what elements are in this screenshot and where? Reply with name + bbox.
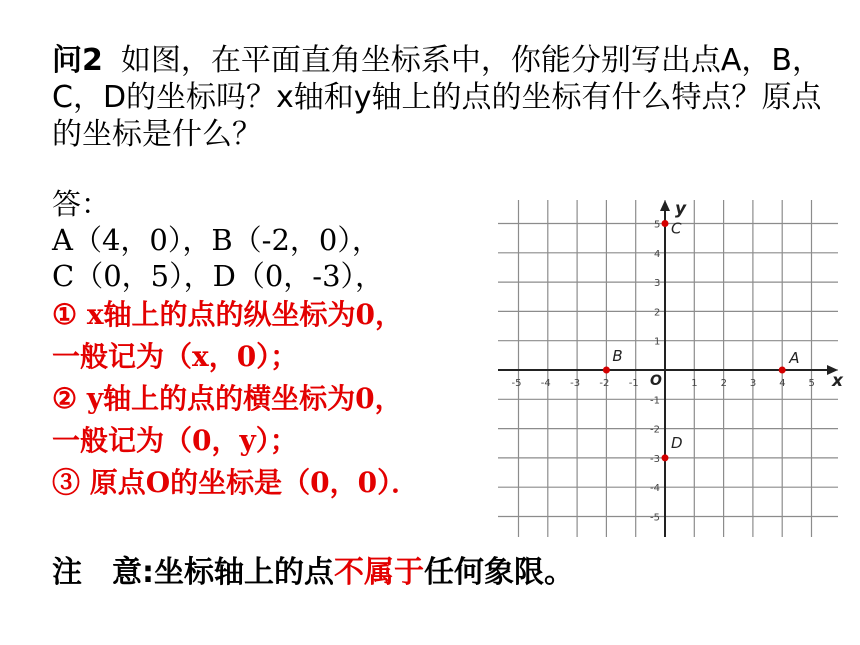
y-tick-label: 5 <box>654 219 661 231</box>
point-d-marker <box>662 454 669 461</box>
y-tick-label: 4 <box>654 248 661 260</box>
y-tick-label: -2 <box>650 424 660 436</box>
note-suffix: 任何象限。 <box>424 555 574 590</box>
origin-label: O <box>650 373 662 389</box>
y-tick-label: -1 <box>650 395 660 407</box>
point-a-label: A <box>789 349 800 367</box>
answer-coords-line-2: C（0，5），D（0，-3）， <box>52 259 385 293</box>
y-tick-label: 3 <box>654 278 661 290</box>
answer-point-3: ③ 原点O的坐标是（0，0）． <box>52 466 420 499</box>
x-tick-label: -5 <box>511 378 522 389</box>
x-tick-label: 2 <box>720 378 727 389</box>
x-tick-label: -3 <box>570 378 581 389</box>
answer-coords-line-1: A（4，0），B（-2，0）， <box>52 223 381 257</box>
question-text: 如图，在平面直角坐标系中，你能分别写出点A，B，C，D的坐标吗？x轴和y轴上的点的坐标有什么特点？原点的坐标是什么？ <box>52 43 822 152</box>
note-line <box>52 547 574 591</box>
x-tick-label: -4 <box>540 378 551 389</box>
note-highlight: 不属于 <box>334 555 424 590</box>
y-tick-label: -3 <box>650 453 660 465</box>
question-label: 问2 <box>52 43 103 78</box>
y-tick-label: 2 <box>654 307 661 319</box>
point-d-label: D <box>671 433 683 452</box>
x-tick-label: 5 <box>808 378 815 389</box>
point-c-marker <box>662 220 669 227</box>
x-tick-label: -1 <box>628 378 639 389</box>
answer-point-2b: 一般记为（0，y）； <box>52 424 298 457</box>
x-tick-label: 4 <box>779 378 786 389</box>
answer-heading: 答： <box>52 187 111 221</box>
y-tick-label: -4 <box>650 483 660 495</box>
coordinate-graph <box>490 192 850 542</box>
answer-point-1b: 一般记为（x，0）； <box>52 340 299 373</box>
answer-point-2a: ② y轴上的点的横坐标为0， <box>52 382 403 415</box>
x-axis-label: x <box>832 371 843 391</box>
x-tick-label: 1 <box>691 378 698 389</box>
note-label: 注 意:坐标轴上的点 <box>52 555 334 590</box>
y-axis-arrow <box>660 200 670 211</box>
question-block <box>52 42 832 153</box>
y-axis-label: y <box>675 199 687 219</box>
y-tick-label: -5 <box>650 512 660 524</box>
y-tick-label: 1 <box>654 336 661 348</box>
x-tick-label: 3 <box>749 378 757 389</box>
point-c-label: C <box>671 219 682 238</box>
point-b-label: B <box>612 347 623 365</box>
point-b-marker <box>603 367 610 374</box>
answer-block <box>52 186 492 504</box>
x-tick-label: -2 <box>599 378 610 389</box>
point-a-marker <box>779 367 786 374</box>
answer-point-1a: ① x轴上的点的纵坐标为0， <box>52 298 404 331</box>
